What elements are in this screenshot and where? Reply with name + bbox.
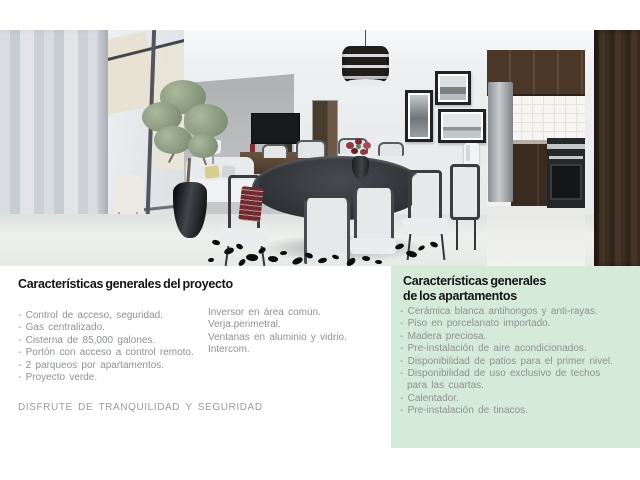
title-line-1: Características generales: [403, 274, 546, 288]
project-features-title: Características generales del proyecto: [18, 277, 233, 291]
feature-item: - Portón con acceso a control remoto.: [18, 347, 194, 359]
feature-item: - Pre-instalación de tinacos.: [400, 405, 528, 417]
feature-item: - Gas centralizado.: [18, 322, 105, 334]
feature-item: - Calentador.: [400, 392, 459, 404]
console-decor: [250, 144, 255, 152]
feature-item: Intercom.: [208, 344, 250, 356]
intercom-phone: [464, 143, 479, 166]
dining-chair: [378, 142, 404, 156]
dining-chair: [296, 140, 326, 158]
feature-item: - Pre-instalación de aire acondicionados.: [400, 343, 587, 355]
apartment-rendering-photo: [0, 30, 640, 266]
project-features-column-2: [208, 307, 378, 357]
feature-item: Ventanas en aluminio y vidrio.: [208, 331, 347, 343]
wall-art-portrait: [405, 90, 433, 142]
feature-item: - Madera preciosa.: [400, 330, 487, 342]
television: [251, 113, 300, 144]
tile-backsplash: [511, 96, 585, 140]
dining-chair: [262, 144, 288, 158]
apartment-features-list: [400, 306, 618, 418]
wall-art-skyline: [435, 71, 471, 105]
stove: [547, 138, 585, 208]
tagline: DISFRUTE DE TRANQUILIDAD Y SEGURIDAD: [18, 402, 263, 413]
project-features-panel: [0, 266, 391, 480]
feature-item: - Control de acceso, seguridad.: [18, 310, 163, 321]
title-line-2: de los apartamentos: [403, 289, 517, 303]
feature-item: Verja.perimetral.: [208, 319, 281, 331]
pendant-diffuser: [346, 79, 385, 86]
pendant-lamp: [342, 46, 389, 82]
feature-item: - Piso en porcelanato importado.: [400, 318, 551, 330]
feature-item: - Cisterna de 85,000 galones.: [18, 334, 156, 346]
patterned-throw: [238, 186, 263, 222]
balcony-chair: [114, 174, 144, 214]
feature-item: - Disponibilidad de uso exclusivo de techos para las cuartas.: [400, 368, 601, 392]
feature-item: Inversor en área común.: [208, 307, 321, 318]
project-features-column-1: [18, 310, 203, 384]
wall-art-seascape: [438, 109, 486, 143]
kitchen-floor: [487, 206, 585, 266]
feature-item: - Proyecto verde.: [18, 372, 98, 384]
feature-item: - Cerámica blanca antihongos y anti-rayas.: [400, 306, 598, 317]
kitchen: [487, 50, 585, 266]
refrigerator: [488, 82, 513, 202]
apartment-features-panel: [391, 266, 640, 448]
feature-item: - Disponibilidad de patios para el primer nivel.: [400, 355, 613, 367]
feature-item: - 2 parqueos por apartamentos.: [18, 359, 165, 371]
wood-door: [594, 30, 640, 266]
apartment-features-title: [403, 274, 546, 304]
